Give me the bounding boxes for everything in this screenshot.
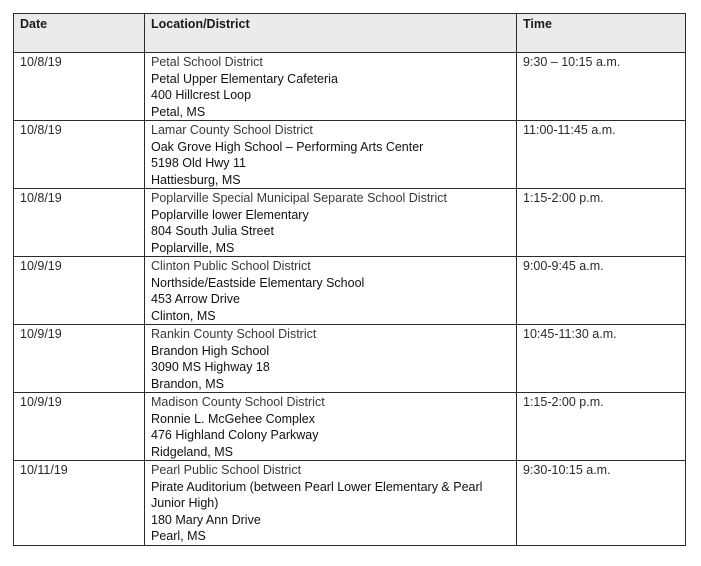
venue-name: Ronnie L. McGehee Complex — [151, 411, 315, 426]
header-row — [14, 14, 686, 53]
street-address: 180 Mary Ann Drive — [151, 512, 261, 527]
district-name: Pearl Public School District — [151, 463, 302, 477]
venue-name: Poplarville lower Elementary — [151, 207, 309, 222]
time-cell: 11:00-11:45 a.m. — [517, 121, 686, 189]
city-state: Pearl, MS — [151, 529, 206, 543]
date-cell: 10/11/19 — [14, 461, 145, 546]
street-address: 476 Highland Colony Parkway — [151, 428, 319, 442]
venue-name: Brandon High School — [151, 343, 270, 358]
city-state: Petal, MS — [151, 104, 206, 119]
table-row — [14, 257, 686, 325]
time-cell: 1:15-2:00 p.m. — [517, 189, 686, 257]
street-address: 3090 MS Highway 18 — [151, 360, 270, 374]
header-location: Location/District — [145, 14, 517, 53]
location-cell — [145, 461, 517, 546]
street-address: 5198 Old Hwy 11 — [151, 156, 246, 170]
date-cell: 10/9/19 — [14, 393, 145, 461]
district-name: Clinton Public School District — [151, 259, 311, 273]
street-address: 400 Hillcrest Loop — [151, 88, 252, 102]
table-row — [14, 189, 686, 257]
location-cell — [145, 53, 517, 121]
header-time: Time — [517, 14, 686, 53]
header-date: Date — [14, 14, 145, 53]
date-cell: 10/9/19 — [14, 257, 145, 325]
table-row — [14, 53, 686, 121]
district-name: Poplarville Special Municipal Separate School District — [151, 191, 447, 205]
date-cell: 10/8/19 — [14, 53, 145, 121]
street-address: 804 South Julia Street — [151, 224, 274, 238]
city-state: Brandon, MS — [151, 376, 224, 391]
date-cell: 10/9/19 — [14, 325, 145, 393]
city-state: Hattiesburg, MS — [151, 172, 241, 187]
location-cell — [145, 325, 517, 393]
district-name: Lamar County School District — [151, 123, 313, 137]
schedule-table — [13, 13, 686, 546]
venue-name: Northside/Eastside Elementary School — [151, 275, 365, 290]
district-name: Madison County School District — [151, 395, 325, 409]
city-state: Clinton, MS — [151, 308, 216, 323]
table-row — [14, 393, 686, 461]
district-name: Rankin County School District — [151, 327, 317, 341]
date-cell: 10/8/19 — [14, 189, 145, 257]
district-name: Petal School District — [151, 55, 263, 69]
location-cell — [145, 121, 517, 189]
venue-name: Oak Grove High School – Performing Arts Center — [151, 139, 424, 154]
city-state: Ridgeland, MS — [151, 444, 233, 459]
time-cell: 1:15-2:00 p.m. — [517, 393, 686, 461]
location-cell — [145, 393, 517, 461]
city-state: Poplarville, MS — [151, 240, 235, 255]
location-cell — [145, 257, 517, 325]
venue-name: Pirate Auditorium (between Pearl Lower Elementary & Pearl Junior High) — [151, 479, 483, 510]
time-cell: 10:45-11:30 a.m. — [517, 325, 686, 393]
table-row — [14, 121, 686, 189]
time-cell: 9:00-9:45 a.m. — [517, 257, 686, 325]
table-row — [14, 461, 686, 546]
time-cell: 9:30 – 10:15 a.m. — [517, 53, 686, 121]
date-cell: 10/8/19 — [14, 121, 145, 189]
time-cell: 9:30-10:15 a.m. — [517, 461, 686, 546]
venue-name: Petal Upper Elementary Cafeteria — [151, 71, 338, 86]
location-cell — [145, 189, 517, 257]
street-address: 453 Arrow Drive — [151, 292, 240, 306]
table-row — [14, 325, 686, 393]
